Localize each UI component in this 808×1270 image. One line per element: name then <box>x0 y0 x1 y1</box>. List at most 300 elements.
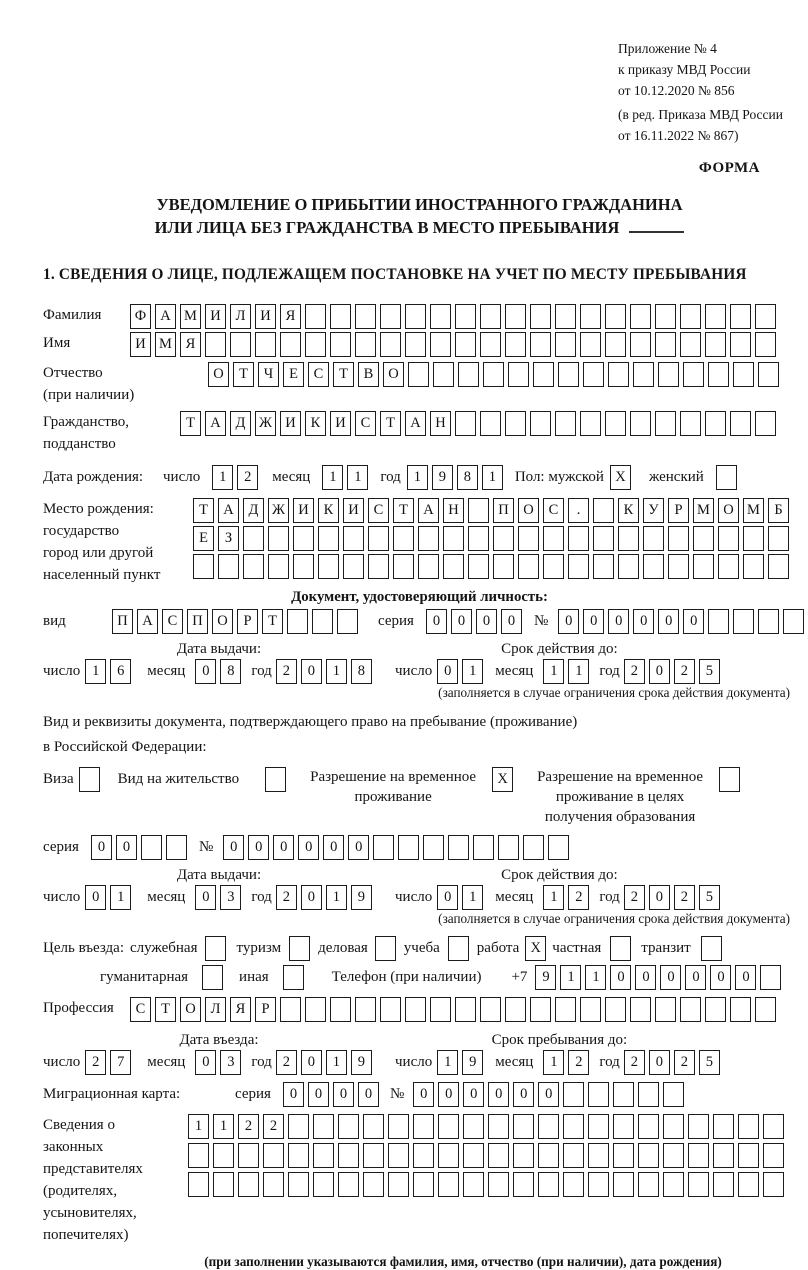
char-box-empty[interactable] <box>330 997 351 1022</box>
char-box-filled[interactable]: Т <box>393 498 414 523</box>
char-box-empty[interactable] <box>755 411 776 436</box>
char-box-empty[interactable] <box>293 526 314 551</box>
char-box-empty[interactable] <box>605 997 626 1022</box>
char-box-filled[interactable]: Т <box>233 362 254 387</box>
char-box-empty[interactable] <box>688 1114 709 1139</box>
char-box-empty[interactable] <box>318 554 339 579</box>
char-box-filled[interactable]: 1 <box>326 659 347 684</box>
char-box-filled[interactable]: 1 <box>482 465 503 490</box>
char-box-empty[interactable] <box>513 1114 534 1139</box>
char-box-filled[interactable]: Я <box>180 332 201 357</box>
char-box-empty[interactable] <box>430 304 451 329</box>
char-box-filled[interactable]: А <box>137 609 158 634</box>
char-box-filled[interactable]: X <box>525 936 546 961</box>
char-box-empty[interactable] <box>423 835 444 860</box>
char-box-filled[interactable]: 3 <box>220 885 241 910</box>
char-box-filled[interactable]: 0 <box>91 835 112 860</box>
char-box-empty[interactable] <box>213 1172 234 1197</box>
char-box-filled[interactable]: 1 <box>462 885 483 910</box>
char-box-empty[interactable] <box>455 304 476 329</box>
char-box-empty[interactable] <box>166 835 187 860</box>
char-box-filled[interactable]: 0 <box>85 885 106 910</box>
char-box-filled[interactable]: 1 <box>322 465 343 490</box>
char-box-filled[interactable]: 0 <box>301 885 322 910</box>
char-box-empty[interactable] <box>708 609 729 634</box>
char-box-empty[interactable] <box>202 965 223 990</box>
char-box-filled[interactable]: 9 <box>462 1050 483 1075</box>
char-box-empty[interactable] <box>413 1172 434 1197</box>
char-box-filled[interactable]: 0 <box>451 609 472 634</box>
char-box-empty[interactable] <box>755 997 776 1022</box>
char-box-empty[interactable] <box>668 554 689 579</box>
char-box-filled[interactable]: О <box>212 609 233 634</box>
char-box-empty[interactable] <box>513 1143 534 1168</box>
char-box-filled[interactable]: 1 <box>543 1050 564 1075</box>
char-box-empty[interactable] <box>738 1114 759 1139</box>
char-box-empty[interactable] <box>305 997 326 1022</box>
char-box-empty[interactable] <box>680 304 701 329</box>
char-box-filled[interactable]: С <box>368 498 389 523</box>
char-box-filled[interactable]: И <box>330 411 351 436</box>
char-box-empty[interactable] <box>680 411 701 436</box>
char-box-empty[interactable] <box>498 835 519 860</box>
char-box-filled[interactable]: 0 <box>438 1082 459 1107</box>
char-box-empty[interactable] <box>580 332 601 357</box>
char-box-empty[interactable] <box>523 835 544 860</box>
char-box-empty[interactable] <box>337 609 358 634</box>
char-box-empty[interactable] <box>338 1143 359 1168</box>
char-box-empty[interactable] <box>398 835 419 860</box>
char-box-filled[interactable]: 0 <box>649 885 670 910</box>
char-box-empty[interactable] <box>683 362 704 387</box>
char-box-empty[interactable] <box>638 1172 659 1197</box>
char-box-empty[interactable] <box>630 411 651 436</box>
char-box-filled[interactable]: 1 <box>560 965 581 990</box>
char-box-empty[interactable] <box>330 304 351 329</box>
char-box-empty[interactable] <box>188 1143 209 1168</box>
char-box-empty[interactable] <box>680 997 701 1022</box>
char-box-filled[interactable]: 0 <box>323 835 344 860</box>
char-box-empty[interactable] <box>538 1143 559 1168</box>
char-box-empty[interactable] <box>688 1143 709 1168</box>
char-box-empty[interactable] <box>405 997 426 1022</box>
char-box-empty[interactable] <box>663 1082 684 1107</box>
char-box-empty[interactable] <box>375 936 396 961</box>
char-box-filled[interactable]: Т <box>333 362 354 387</box>
char-box-empty[interactable] <box>538 1114 559 1139</box>
char-box-filled[interactable]: 1 <box>110 885 131 910</box>
char-box-filled[interactable]: 0 <box>501 609 522 634</box>
char-box-empty[interactable] <box>583 362 604 387</box>
char-box-empty[interactable] <box>555 411 576 436</box>
char-box-filled[interactable]: П <box>187 609 208 634</box>
char-box-empty[interactable] <box>468 498 489 523</box>
char-box-filled[interactable]: 2 <box>624 885 645 910</box>
char-box-filled[interactable]: X <box>610 465 631 490</box>
char-box-filled[interactable]: 8 <box>457 465 478 490</box>
char-box-filled[interactable]: В <box>358 362 379 387</box>
char-box-filled[interactable]: 5 <box>699 659 720 684</box>
char-box-empty[interactable] <box>530 411 551 436</box>
char-box-filled[interactable]: 0 <box>413 1082 434 1107</box>
char-box-filled[interactable]: К <box>618 498 639 523</box>
char-box-filled[interactable]: 1 <box>326 1050 347 1075</box>
char-box-empty[interactable] <box>605 411 626 436</box>
char-box-empty[interactable] <box>280 332 301 357</box>
char-box-empty[interactable] <box>255 332 276 357</box>
char-box-empty[interactable] <box>283 965 304 990</box>
char-box-empty[interactable] <box>141 835 162 860</box>
char-box-empty[interactable] <box>213 1143 234 1168</box>
char-box-filled[interactable]: 5 <box>699 885 720 910</box>
char-box-empty[interactable] <box>448 936 469 961</box>
char-box-empty[interactable] <box>493 554 514 579</box>
char-box-empty[interactable] <box>605 304 626 329</box>
char-box-filled[interactable]: Я <box>280 304 301 329</box>
char-box-empty[interactable] <box>508 362 529 387</box>
char-box-empty[interactable] <box>563 1143 584 1168</box>
char-box-filled[interactable]: 0 <box>116 835 137 860</box>
char-box-empty[interactable] <box>343 526 364 551</box>
char-box-empty[interactable] <box>618 526 639 551</box>
char-box-filled[interactable]: С <box>162 609 183 634</box>
char-box-empty[interactable] <box>443 554 464 579</box>
char-box-empty[interactable] <box>363 1143 384 1168</box>
char-box-filled[interactable]: 9 <box>351 1050 372 1075</box>
char-box-empty[interactable] <box>238 1143 259 1168</box>
char-box-empty[interactable] <box>638 1114 659 1139</box>
char-box-empty[interactable] <box>238 1172 259 1197</box>
char-box-empty[interactable] <box>543 526 564 551</box>
char-box-filled[interactable]: З <box>218 526 239 551</box>
char-box-empty[interactable] <box>438 1143 459 1168</box>
char-box-filled[interactable]: Т <box>193 498 214 523</box>
char-box-empty[interactable] <box>588 1143 609 1168</box>
char-box-empty[interactable] <box>458 362 479 387</box>
char-box-filled[interactable]: 1 <box>437 1050 458 1075</box>
char-box-empty[interactable] <box>405 304 426 329</box>
char-box-filled[interactable]: Р <box>668 498 689 523</box>
char-box-filled[interactable]: И <box>343 498 364 523</box>
char-box-empty[interactable] <box>610 936 631 961</box>
char-box-empty[interactable] <box>338 1114 359 1139</box>
char-box-empty[interactable] <box>293 554 314 579</box>
char-box-empty[interactable] <box>738 1172 759 1197</box>
char-box-empty[interactable] <box>393 526 414 551</box>
char-box-empty[interactable] <box>413 1114 434 1139</box>
char-box-empty[interactable] <box>388 1172 409 1197</box>
char-box-empty[interactable] <box>613 1172 634 1197</box>
char-box-empty[interactable] <box>705 332 726 357</box>
char-box-filled[interactable]: 0 <box>283 1082 304 1107</box>
char-box-filled[interactable]: 2 <box>568 885 589 910</box>
char-box-filled[interactable]: 0 <box>195 1050 216 1075</box>
char-box-filled[interactable]: 5 <box>699 1050 720 1075</box>
char-box-filled[interactable]: Р <box>237 609 258 634</box>
char-box-empty[interactable] <box>430 332 451 357</box>
char-box-empty[interactable] <box>708 362 729 387</box>
char-box-empty[interactable] <box>448 835 469 860</box>
char-box-empty[interactable] <box>730 997 751 1022</box>
char-box-empty[interactable] <box>655 997 676 1022</box>
char-box-empty[interactable] <box>760 965 781 990</box>
char-box-filled[interactable]: 0 <box>463 1082 484 1107</box>
char-box-empty[interactable] <box>288 1172 309 1197</box>
char-box-filled[interactable]: Т <box>180 411 201 436</box>
char-box-filled[interactable]: 0 <box>301 659 322 684</box>
char-box-empty[interactable] <box>373 835 394 860</box>
char-box-empty[interactable] <box>713 1143 734 1168</box>
char-box-filled[interactable]: 1 <box>326 885 347 910</box>
char-box-filled[interactable]: 0 <box>649 659 670 684</box>
char-box-empty[interactable] <box>533 362 554 387</box>
char-box-empty[interactable] <box>530 332 551 357</box>
char-box-empty[interactable] <box>380 304 401 329</box>
char-box-empty[interactable] <box>468 554 489 579</box>
char-box-empty[interactable] <box>568 554 589 579</box>
char-box-filled[interactable]: 0 <box>437 659 458 684</box>
char-box-empty[interactable] <box>393 554 414 579</box>
char-box-filled[interactable]: С <box>308 362 329 387</box>
char-box-empty[interactable] <box>263 1172 284 1197</box>
char-box-filled[interactable]: 8 <box>351 659 372 684</box>
char-box-empty[interactable] <box>638 1143 659 1168</box>
char-box-filled[interactable]: 1 <box>212 465 233 490</box>
char-box-filled[interactable]: 0 <box>513 1082 534 1107</box>
char-box-filled[interactable]: 0 <box>195 659 216 684</box>
char-box-filled[interactable]: А <box>205 411 226 436</box>
char-box-filled[interactable]: 0 <box>437 885 458 910</box>
char-box-empty[interactable] <box>313 1114 334 1139</box>
char-box-empty[interactable] <box>618 554 639 579</box>
char-box-filled[interactable]: 0 <box>301 1050 322 1075</box>
char-box-empty[interactable] <box>418 526 439 551</box>
char-box-empty[interactable] <box>555 304 576 329</box>
char-box-filled[interactable]: 0 <box>358 1082 379 1107</box>
char-box-filled[interactable]: 1 <box>543 885 564 910</box>
char-box-empty[interactable] <box>313 1172 334 1197</box>
char-box-empty[interactable] <box>268 526 289 551</box>
char-box-empty[interactable] <box>719 767 740 792</box>
char-box-filled[interactable]: О <box>383 362 404 387</box>
char-box-empty[interactable] <box>733 609 754 634</box>
char-box-empty[interactable] <box>218 554 239 579</box>
char-box-empty[interactable] <box>638 1082 659 1107</box>
char-box-empty[interactable] <box>368 526 389 551</box>
char-box-filled[interactable]: Е <box>193 526 214 551</box>
char-box-filled[interactable]: 2 <box>276 659 297 684</box>
char-box-filled[interactable]: М <box>743 498 764 523</box>
char-box-filled[interactable]: О <box>518 498 539 523</box>
char-box-empty[interactable] <box>263 1143 284 1168</box>
char-box-filled[interactable]: О <box>208 362 229 387</box>
char-box-filled[interactable]: Л <box>205 997 226 1022</box>
char-box-filled[interactable]: И <box>293 498 314 523</box>
char-box-filled[interactable]: 9 <box>432 465 453 490</box>
char-box-empty[interactable] <box>588 1082 609 1107</box>
char-box-filled[interactable]: 0 <box>710 965 731 990</box>
char-box-empty[interactable] <box>418 554 439 579</box>
char-box-filled[interactable]: 0 <box>658 609 679 634</box>
char-box-empty[interactable] <box>289 936 310 961</box>
char-box-empty[interactable] <box>505 997 526 1022</box>
char-box-empty[interactable] <box>738 1143 759 1168</box>
char-box-empty[interactable] <box>280 997 301 1022</box>
char-box-filled[interactable]: 0 <box>685 965 706 990</box>
char-box-empty[interactable] <box>408 362 429 387</box>
char-box-empty[interactable] <box>668 526 689 551</box>
char-box-filled[interactable]: 0 <box>248 835 269 860</box>
char-box-empty[interactable] <box>655 304 676 329</box>
char-box-empty[interactable] <box>563 1114 584 1139</box>
char-box-empty[interactable] <box>758 609 779 634</box>
char-box-empty[interactable] <box>513 1172 534 1197</box>
char-box-empty[interactable] <box>313 1143 334 1168</box>
char-box-empty[interactable] <box>655 411 676 436</box>
char-box-empty[interactable] <box>593 554 614 579</box>
char-box-filled[interactable]: 0 <box>298 835 319 860</box>
char-box-empty[interactable] <box>518 526 539 551</box>
char-box-empty[interactable] <box>658 362 679 387</box>
char-box-filled[interactable]: О <box>180 997 201 1022</box>
char-box-empty[interactable] <box>530 997 551 1022</box>
char-box-filled[interactable]: Д <box>230 411 251 436</box>
char-box-filled[interactable]: И <box>130 332 151 357</box>
char-box-filled[interactable]: 2 <box>276 1050 297 1075</box>
char-box-empty[interactable] <box>608 362 629 387</box>
char-box-filled[interactable]: 2 <box>237 465 258 490</box>
char-box-empty[interactable] <box>530 304 551 329</box>
char-box-empty[interactable] <box>363 1114 384 1139</box>
char-box-empty[interactable] <box>643 554 664 579</box>
char-box-empty[interactable] <box>713 1114 734 1139</box>
char-box-empty[interactable] <box>480 997 501 1022</box>
char-box-filled[interactable]: 2 <box>674 659 695 684</box>
char-box-empty[interactable] <box>455 997 476 1022</box>
char-box-empty[interactable] <box>79 767 100 792</box>
char-box-filled[interactable]: 1 <box>407 465 428 490</box>
char-box-filled[interactable]: 9 <box>535 965 556 990</box>
char-box-empty[interactable] <box>480 332 501 357</box>
char-box-empty[interactable] <box>713 1172 734 1197</box>
char-box-empty[interactable] <box>755 332 776 357</box>
char-box-filled[interactable]: 2 <box>238 1114 259 1139</box>
char-box-empty[interactable] <box>205 936 226 961</box>
char-box-empty[interactable] <box>243 526 264 551</box>
char-box-empty[interactable] <box>730 304 751 329</box>
char-box-filled[interactable]: 1 <box>585 965 606 990</box>
char-box-empty[interactable] <box>688 1172 709 1197</box>
char-box-empty[interactable] <box>318 526 339 551</box>
char-box-empty[interactable] <box>633 362 654 387</box>
char-box-empty[interactable] <box>563 1172 584 1197</box>
char-box-empty[interactable] <box>613 1114 634 1139</box>
char-box-filled[interactable]: Ж <box>268 498 289 523</box>
char-box-filled[interactable]: И <box>205 304 226 329</box>
char-box-empty[interactable] <box>438 1172 459 1197</box>
char-box-empty[interactable] <box>555 997 576 1022</box>
char-box-filled[interactable]: М <box>180 304 201 329</box>
char-box-empty[interactable] <box>613 1143 634 1168</box>
char-box-filled[interactable]: Н <box>430 411 451 436</box>
char-box-filled[interactable]: 7 <box>110 1050 131 1075</box>
char-box-empty[interactable] <box>580 411 601 436</box>
char-box-empty[interactable] <box>705 304 726 329</box>
char-box-filled[interactable]: К <box>305 411 326 436</box>
char-box-empty[interactable] <box>743 526 764 551</box>
char-box-empty[interactable] <box>783 609 804 634</box>
char-box-empty[interactable] <box>655 332 676 357</box>
char-box-empty[interactable] <box>733 362 754 387</box>
char-box-filled[interactable]: П <box>112 609 133 634</box>
char-box-filled[interactable]: 0 <box>649 1050 670 1075</box>
char-box-filled[interactable]: 0 <box>426 609 447 634</box>
char-box-empty[interactable] <box>630 304 651 329</box>
char-box-filled[interactable]: 1 <box>568 659 589 684</box>
char-box-empty[interactable] <box>405 332 426 357</box>
char-box-empty[interactable] <box>663 1114 684 1139</box>
char-box-empty[interactable] <box>243 554 264 579</box>
char-box-empty[interactable] <box>768 554 789 579</box>
char-box-empty[interactable] <box>548 835 569 860</box>
char-box-empty[interactable] <box>568 526 589 551</box>
char-box-empty[interactable] <box>580 304 601 329</box>
char-box-filled[interactable]: 2 <box>263 1114 284 1139</box>
char-box-empty[interactable] <box>330 332 351 357</box>
char-box-filled[interactable]: Ф <box>130 304 151 329</box>
char-box-empty[interactable] <box>705 411 726 436</box>
char-box-empty[interactable] <box>730 411 751 436</box>
char-box-empty[interactable] <box>305 304 326 329</box>
char-box-empty[interactable] <box>265 767 286 792</box>
char-box-filled[interactable]: 0 <box>610 965 631 990</box>
char-box-empty[interactable] <box>763 1143 784 1168</box>
char-box-empty[interactable] <box>380 332 401 357</box>
char-box-filled[interactable]: Д <box>243 498 264 523</box>
char-box-empty[interactable] <box>505 304 526 329</box>
char-box-empty[interactable] <box>188 1172 209 1197</box>
char-box-filled[interactable]: Б <box>768 498 789 523</box>
char-box-filled[interactable]: И <box>280 411 301 436</box>
char-box-filled[interactable]: 1 <box>347 465 368 490</box>
char-box-filled[interactable]: Т <box>262 609 283 634</box>
char-box-filled[interactable]: К <box>318 498 339 523</box>
char-box-filled[interactable]: 0 <box>538 1082 559 1107</box>
char-box-filled[interactable]: С <box>130 997 151 1022</box>
char-box-empty[interactable] <box>355 304 376 329</box>
char-box-filled[interactable]: 2 <box>624 1050 645 1075</box>
char-box-filled[interactable]: 2 <box>674 885 695 910</box>
char-box-empty[interactable] <box>718 554 739 579</box>
char-box-empty[interactable] <box>680 332 701 357</box>
char-box-filled[interactable]: 2 <box>624 659 645 684</box>
char-box-filled[interactable]: . <box>568 498 589 523</box>
char-box-filled[interactable]: 0 <box>273 835 294 860</box>
char-box-empty[interactable] <box>438 1114 459 1139</box>
char-box-filled[interactable]: 6 <box>110 659 131 684</box>
char-box-filled[interactable]: 0 <box>223 835 244 860</box>
char-box-empty[interactable] <box>593 498 614 523</box>
char-box-empty[interactable] <box>588 1172 609 1197</box>
char-box-filled[interactable]: 0 <box>333 1082 354 1107</box>
char-box-filled[interactable]: 1 <box>85 659 106 684</box>
char-box-empty[interactable] <box>755 304 776 329</box>
char-box-empty[interactable] <box>763 1114 784 1139</box>
char-box-filled[interactable]: И <box>255 304 276 329</box>
char-box-filled[interactable]: 0 <box>195 885 216 910</box>
char-box-empty[interactable] <box>488 1172 509 1197</box>
char-box-empty[interactable] <box>643 526 664 551</box>
